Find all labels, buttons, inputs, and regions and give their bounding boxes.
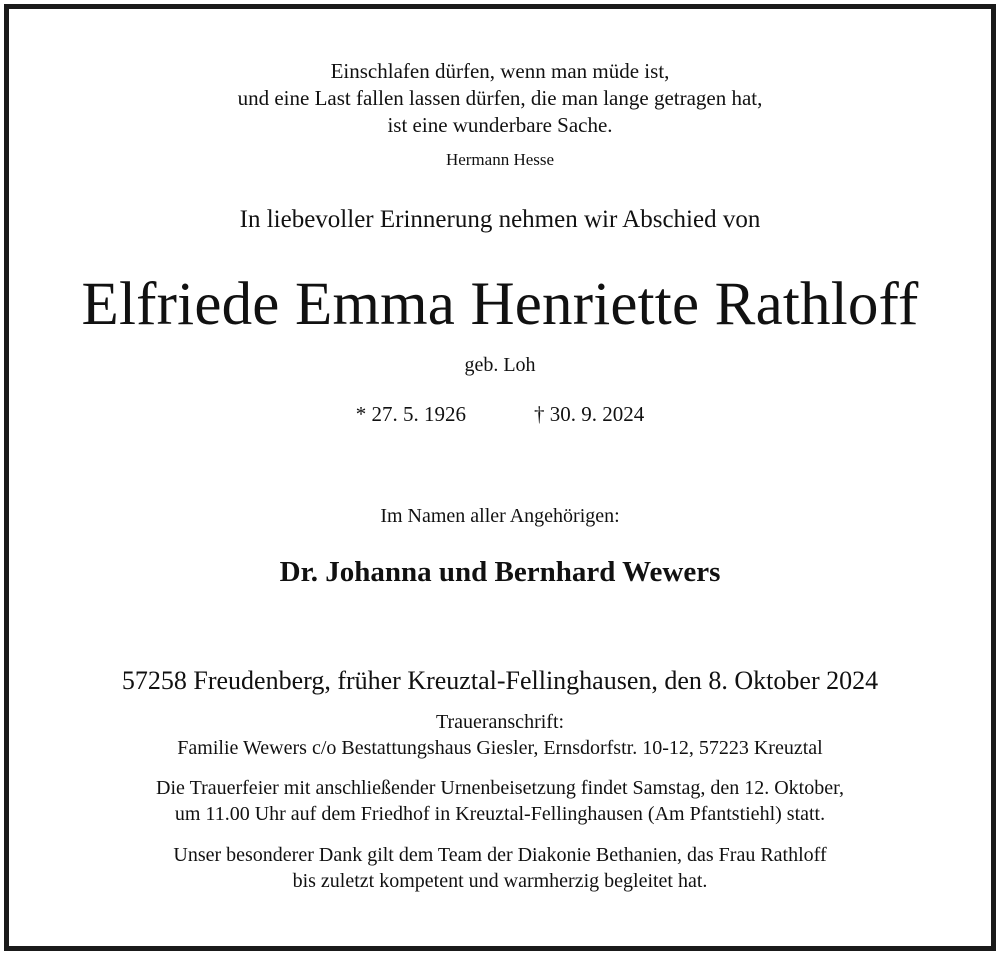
thanks-line-1: Unser besonderer Dank gilt dem Team der Diakonie Bethanien, das Frau Rathloff	[173, 844, 827, 866]
life-dates	[0, 402, 1000, 427]
place-and-date: 57258 Freudenberg, früher Kreuztal-Fellinghausen, den 8. Oktober 2024	[121, 666, 879, 695]
mourners-names: Dr. Johanna und Bernhard Wewers	[279, 556, 721, 588]
quote-line-3: ist eine wunderbare Sache.	[387, 113, 613, 137]
death-date: † 30. 9. 2024	[534, 402, 645, 426]
ceremony-line-2: um 11.00 Uhr auf dem Friedhof in Kreuztal-Fellinghausen (Am Pfantstiehl) statt.	[174, 803, 826, 825]
quote-author: Hermann Hesse	[445, 150, 555, 169]
address-label: Traueranschrift:	[435, 711, 565, 733]
quote-line-1: Einschlafen dürfen, wenn man müde ist,	[330, 59, 670, 83]
farewell-intro: In liebevoller Erinnerung nehmen wir Abschied von	[239, 206, 761, 233]
maiden-name: geb. Loh	[464, 354, 536, 376]
thanks-line-2: bis zuletzt kompetent und warmherzig begleitet hat.	[292, 870, 708, 892]
quote-line-2: und eine Last fallen lassen dürfen, die man lange getragen hat,	[237, 86, 763, 110]
mourners-intro: Im Namen aller Angehörigen:	[380, 505, 620, 527]
address-text: Familie Wewers c/o Bestattungshaus Giesler, Ernsdorfstr. 10-12, 57223 Kreuztal	[177, 737, 823, 759]
ceremony-line-1: Die Trauerfeier mit anschließender Urnenbeisetzung findet Samstag, den 12. Oktober,	[156, 777, 844, 799]
birth-date: * 27. 5. 1926	[355, 402, 466, 426]
deceased-name: Elfriede Emma Henriette Rathloff	[81, 271, 919, 338]
